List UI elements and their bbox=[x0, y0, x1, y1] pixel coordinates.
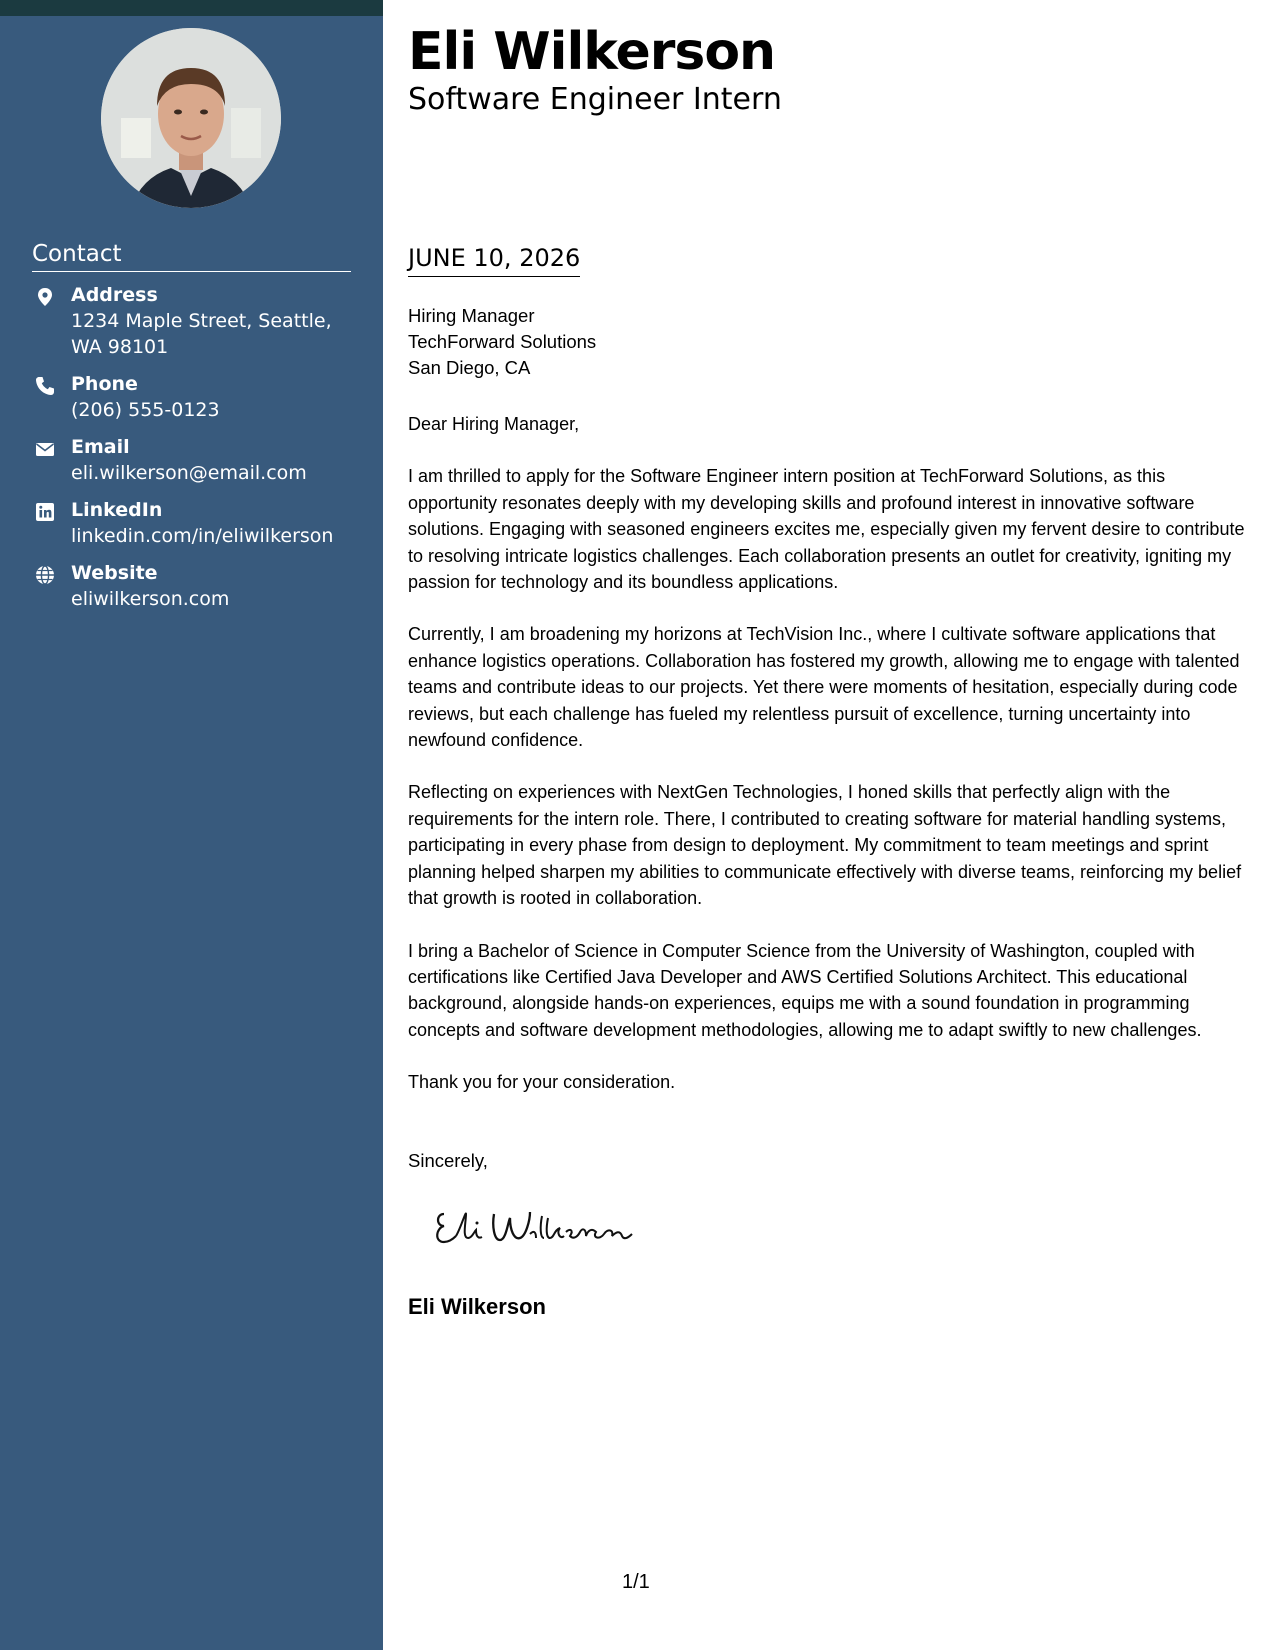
job-title: Software Engineer Intern bbox=[408, 82, 782, 117]
phone-icon bbox=[35, 376, 55, 396]
sidebar-top-bar bbox=[0, 0, 383, 16]
contact-label: Address bbox=[71, 284, 158, 306]
envelope-icon bbox=[35, 439, 55, 459]
contact-value: linkedin.com/in/eliwilkerson bbox=[71, 525, 334, 547]
contact-value: eli.wilkerson@email.com bbox=[71, 462, 307, 484]
profile-photo bbox=[101, 28, 281, 208]
contact-label: Phone bbox=[71, 373, 138, 395]
recipient-line: Hiring Manager bbox=[408, 305, 535, 326]
avatar bbox=[101, 28, 281, 208]
contact-label: LinkedIn bbox=[71, 499, 163, 521]
globe-icon bbox=[35, 565, 55, 585]
letter-date: JUNE 10, 2026 bbox=[408, 244, 580, 277]
signer-name: Eli Wilkerson bbox=[408, 1294, 546, 1319]
contact-value: (206) 555-0123 bbox=[71, 399, 220, 421]
linkedin-icon bbox=[35, 502, 55, 522]
letter-body bbox=[408, 411, 1253, 1122]
recipient-line: San Diego, CA bbox=[408, 357, 531, 378]
recipient-line: TechForward Solutions bbox=[408, 331, 597, 352]
recipient-block bbox=[408, 303, 596, 381]
body-paragraph: Thank you for your consideration. bbox=[408, 1072, 676, 1093]
body-paragraph: I am thrilled to apply for the Software Engineer intern position at TechForward Solutions, as this opportunity resonates deeply with my developing skills and profound interest in innovative software solutions. Engaging with seasoned engineers excites me, especially given my fervent desire to contribute to resolving intricate logistics challenges. Each collaboration presents an outlet for creativity, igniting my passion for technology and its boundless applications. bbox=[408, 466, 1245, 593]
sidebar bbox=[0, 0, 383, 1650]
contact-section-title: Contact bbox=[32, 241, 351, 272]
salutation: Dear Hiring Manager, bbox=[408, 414, 580, 434]
body-paragraph: Currently, I am broadening my horizons at TechVision Inc., where I cultivate software applications that enhance logistics operations. Collaboration has fostered my growth, allowing me to engage with talented teams and contribute ideas to our projects. Yet there were moments of hesitation, especially during code reviews, but each challenge has fueled my relentless pursuit of excellence, turning uncertainty into newfound confidence. bbox=[408, 624, 1240, 751]
handwritten-signature bbox=[430, 1206, 650, 1255]
closing: Sincerely, bbox=[408, 1150, 488, 1171]
body-paragraph: I bring a Bachelor of Science in Computer Science from the University of Washington, coupled with certifications like Certified Java Developer and AWS Certified Solutions Architect. This educational background, alongside hands-on experiences, equips me with a sound foundation in programming concepts and software development methodologies, allowing me to adapt swiftly to new challenges. bbox=[408, 940, 1202, 1040]
body-paragraph: Reflecting on experiences with NextGen Technologies, I honed skills that perfectly align with the requirements for the intern role. There, I contributed to creating software for material handling systems, participating in every phase from design to deployment. My commitment to team meetings and sprint planning helped sharpen my abilities to communicate effectively with diverse teams, reinforcing my belief that growth is rooted in collaboration. bbox=[408, 782, 1242, 909]
map-pin-icon bbox=[35, 287, 55, 307]
applicant-name: Eli Wilkerson bbox=[408, 22, 776, 82]
contact-label: Email bbox=[71, 436, 130, 458]
contact-value: 1234 Maple Street, Seattle, WA 98101 bbox=[71, 310, 332, 358]
contact-value: eliwilkerson.com bbox=[71, 588, 230, 610]
page-number: 1/1 bbox=[622, 1571, 650, 1593]
contact-label: Website bbox=[71, 562, 158, 584]
